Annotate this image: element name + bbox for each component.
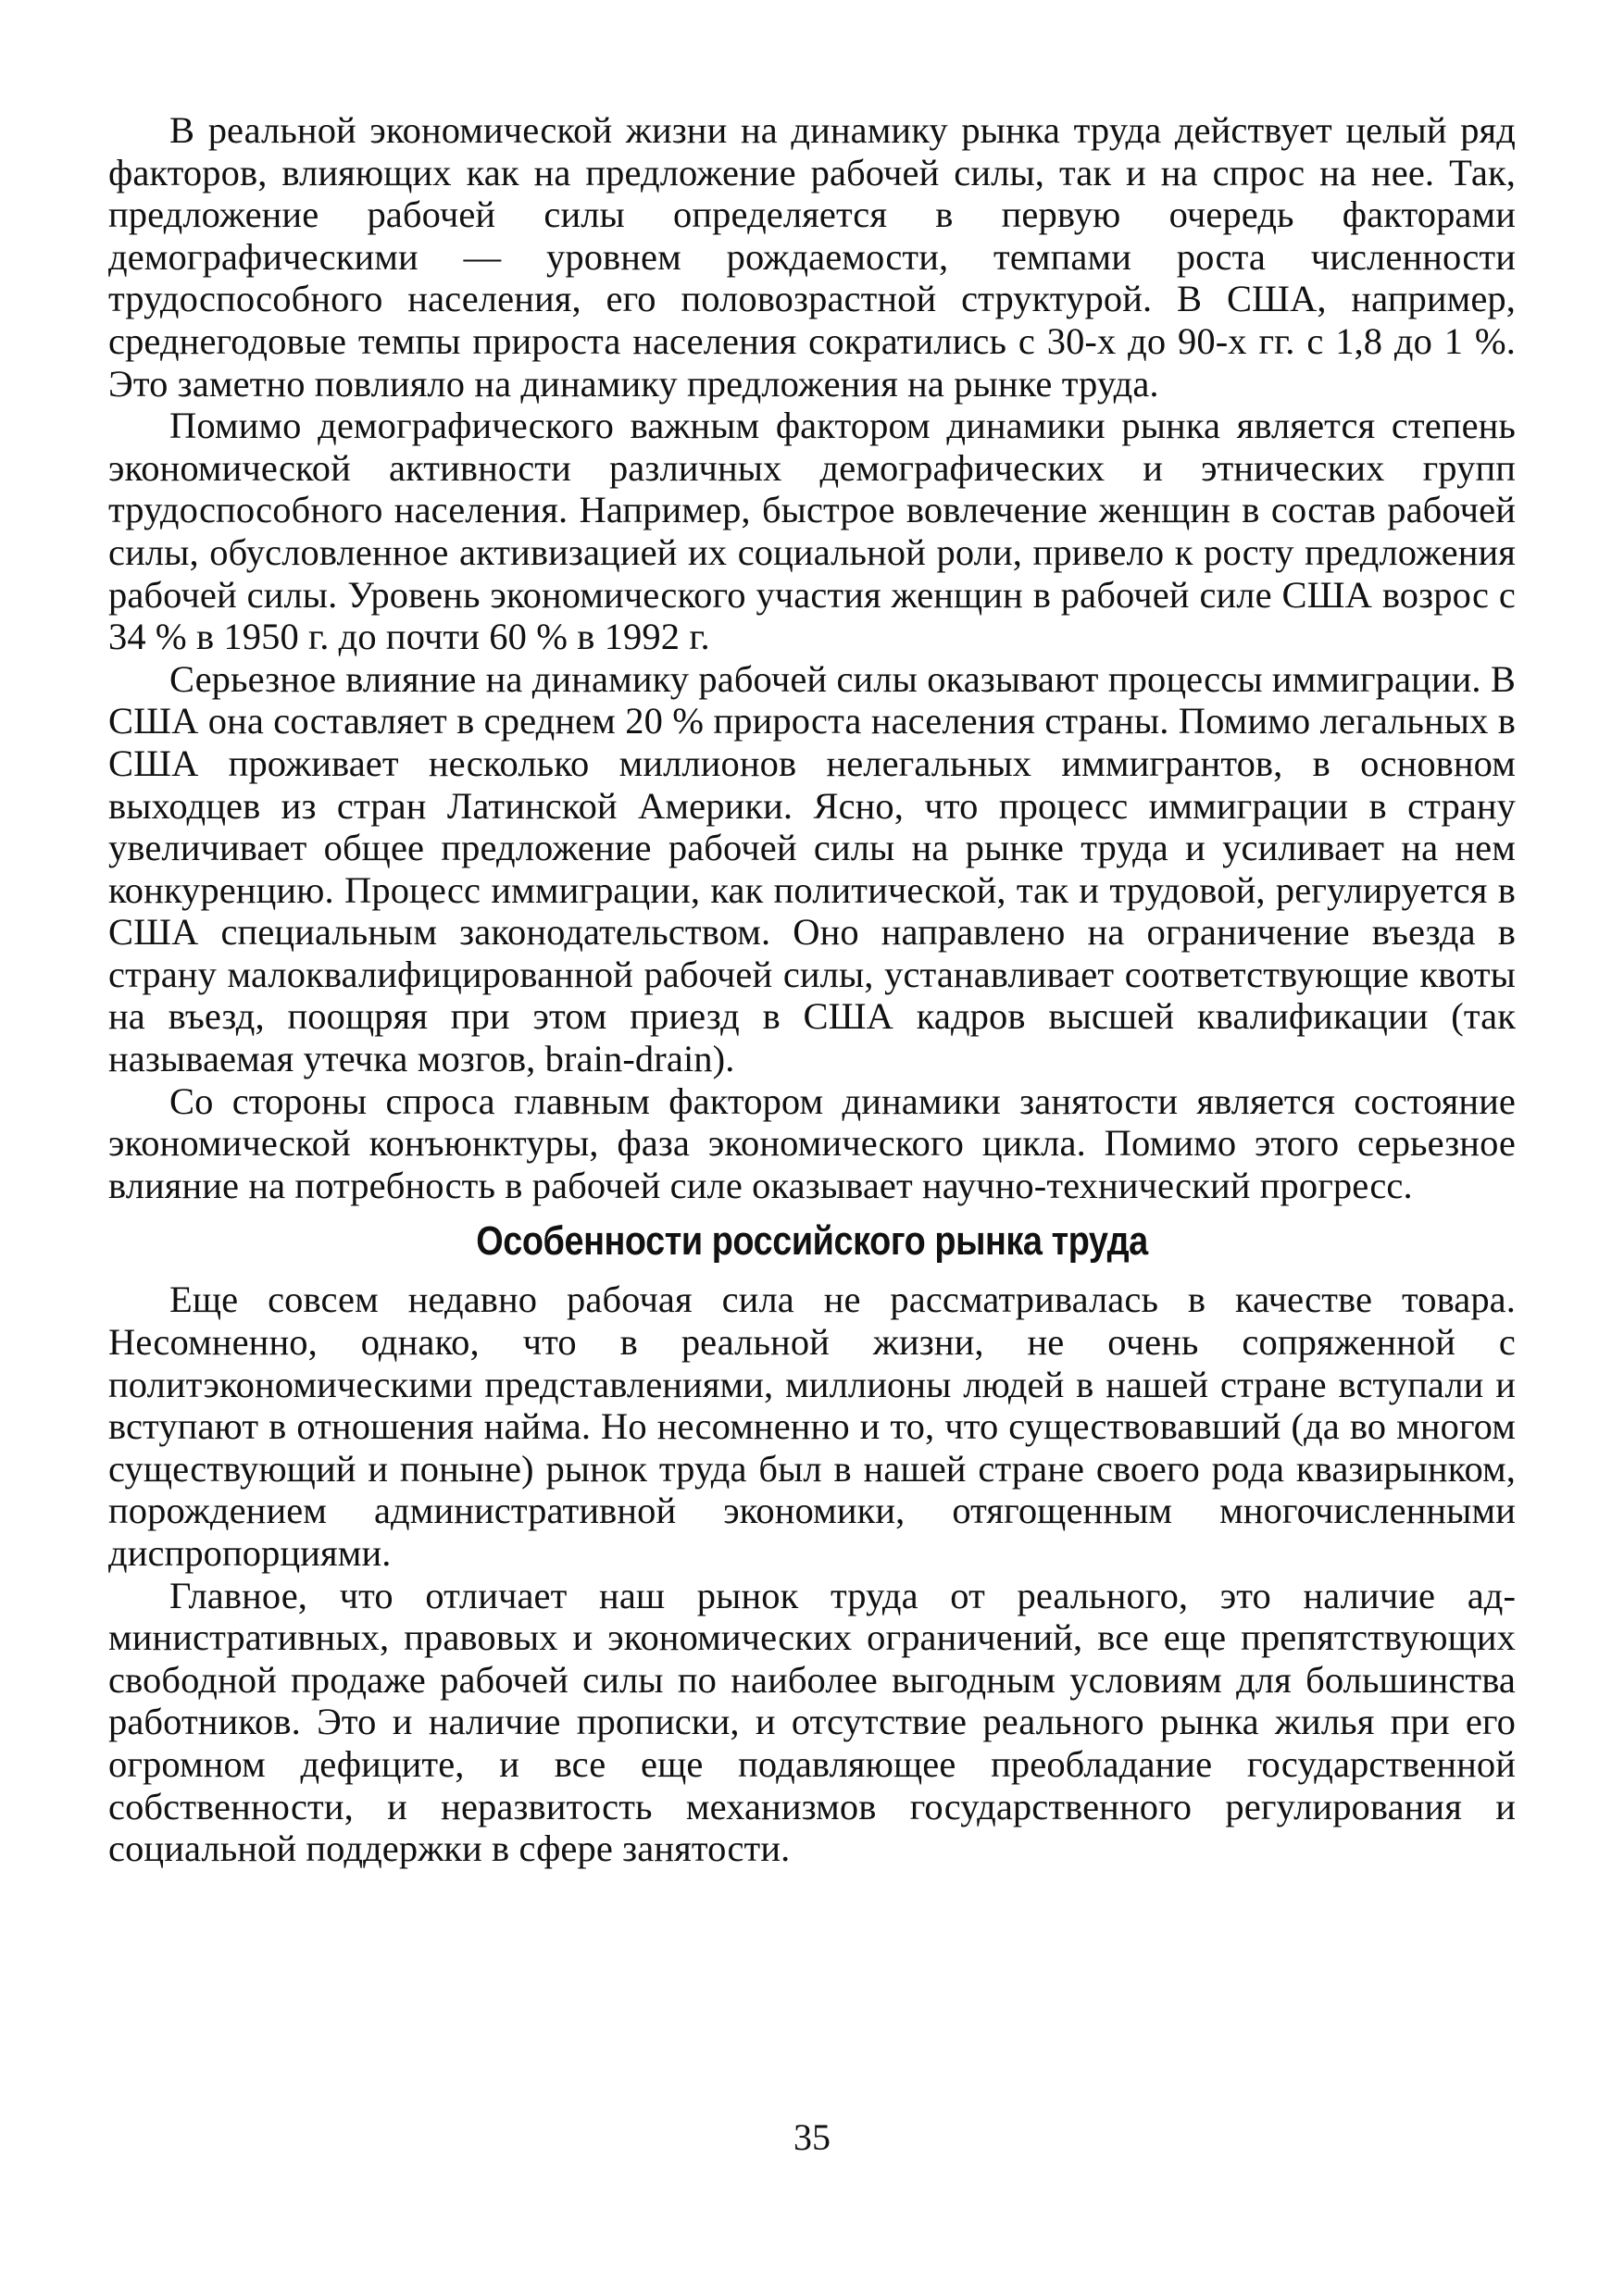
section-heading: Особенности российского рынка труда <box>476 1218 1148 1265</box>
paragraph-economic-activity: Помимо демографического важным фактором динамики рынка является степень экономической активности различных демографических и этнических групп трудоспособного населения. Например, быстрое вовлечение женщин в состав рабочей силы, обусловленное активизацией их социальной роли, привело к росту предложения рабочей силы. Уровень экономического участия женщин в рабочей силе США возрос с 34 % в 1950 г. до почти 60 % в 1992 г. <box>108 405 1516 658</box>
page-number: 35 <box>793 2116 831 2158</box>
paragraph-quasi-market: Еще совсем недавно рабочая сила не рассматривалась в качестве товара. Несомненно, однако, что в реальной жизни, не очень сопряженной с политэкономическими представлениями, миллионы людей в нашей стране вступали и вступают в отношения найма. Но несомненно и то, что существовавший (да во многом существующий и поныне) рынок труда был в нашей стране своего рода квазирынком, порождением административной экономики, отягощенным многочисленными диспропорциями. <box>108 1278 1516 1574</box>
paragraph-demand-side: Со стороны спроса главным фактором динамики занятости является состояние экономической конъюнктуры, фаза экономического цикла. Помимо этого серьезное влияние на потребность в рабочей силе оказывает научно-технический прогресс. <box>108 1079 1516 1206</box>
paragraph-restrictions: Главное, что отличает наш рынок труда от реального, это наличие административных, правовых и экономических ограничений, все еще препятствующих свободной продаже рабочей силы по наиболее выгодным условиям для большинства работников. Это и наличие прописки, и отсутствие реального рынка жилья при его огромном дефиците, и все еще подавляющее преобладание государственной собственности, и неразвитость механизмов государственного регулирования и социальной поддержки в сфере занятости. <box>108 1574 1516 1870</box>
paragraph-immigration: Серьезное влияние на динамику рабочей силы оказывают процессы иммиграции. В США она составляет в среднем 20 % прироста населения страны. Помимо легальных в США проживает несколько миллионов нелегальных иммигрантов, в основном выходцев из стран Латинской Америки. Ясно, что процесс иммиграции в страну увеличивает общее предложение рабочей силы на рынке труда и усиливает на нем конкуренцию. Процесс иммиграции, как политической, так и трудовой, регулируется в США специальным законодательством. Оно направлено на ограничение въезда в страну малоквалифицированной рабочей силы, устанавливает соответствующие квоты на въезд, поощряя при этом приезд в США кадров высшей квалификации (так называемая утечка мозгов, brain-drain). <box>108 657 1516 1080</box>
paragraph-labor-market-factors: В реальной экономической жизни на динамику рынка труда действует целый ряд факторов, влияющих как на предложение рабочей силы, так и на спрос на нее. Так, предложение рабочей силы определяется в первую очередь факторами демографическими — уровнем рождаемости, темпами роста численности трудоспособного населения, его половозрастной структурой. В США, например, среднегодовые темпы прироста населения сократились с 30-х до 90-х гг. с 1,8 до 1 %. Это заметно повлияло на динамику предложения на рынке труда. <box>108 109 1516 405</box>
page-body <box>108 109 1516 1870</box>
